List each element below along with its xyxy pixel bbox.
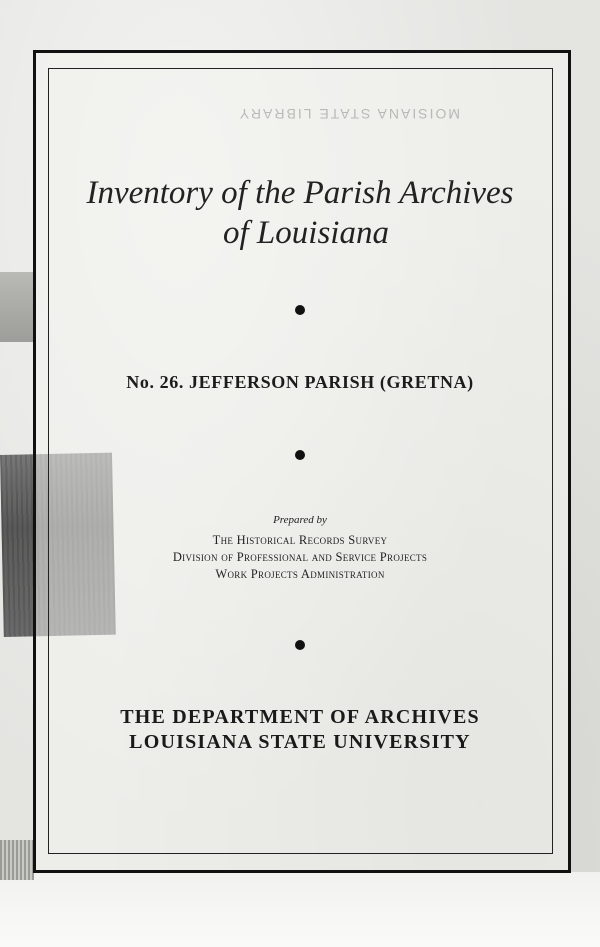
document-title <box>60 173 540 253</box>
bullet-ornament-3 <box>295 640 305 650</box>
bullet-ornament-1 <box>295 305 305 315</box>
bullet-ornament-2 <box>295 450 305 460</box>
publisher-line-2: LOUISIANA STATE UNIVERSITY <box>129 731 471 753</box>
publisher-line-1: THE DEPARTMENT OF ARCHIVES <box>120 706 480 728</box>
tape-residue-upper <box>0 272 36 342</box>
credit-line-3: Work Projects Administration <box>215 567 385 581</box>
prepared-by-label: Prepared by <box>273 514 327 526</box>
binding-edge <box>0 840 34 880</box>
credit-line-2: Division of Professional and Service Projects <box>172 550 428 564</box>
credit-line-1: The Historical Records Survey <box>212 533 388 547</box>
page-bottom-margin <box>0 872 600 947</box>
volume-heading: No. 26. JEFFERSON PARISH (GRETNA) <box>126 372 474 392</box>
title-line-2: of Louisiana <box>223 215 389 251</box>
library-stamp: MOISIANA STATE LIBRARY <box>237 106 460 122</box>
title-line-1: Inventory of the Parish Archives <box>86 175 514 211</box>
